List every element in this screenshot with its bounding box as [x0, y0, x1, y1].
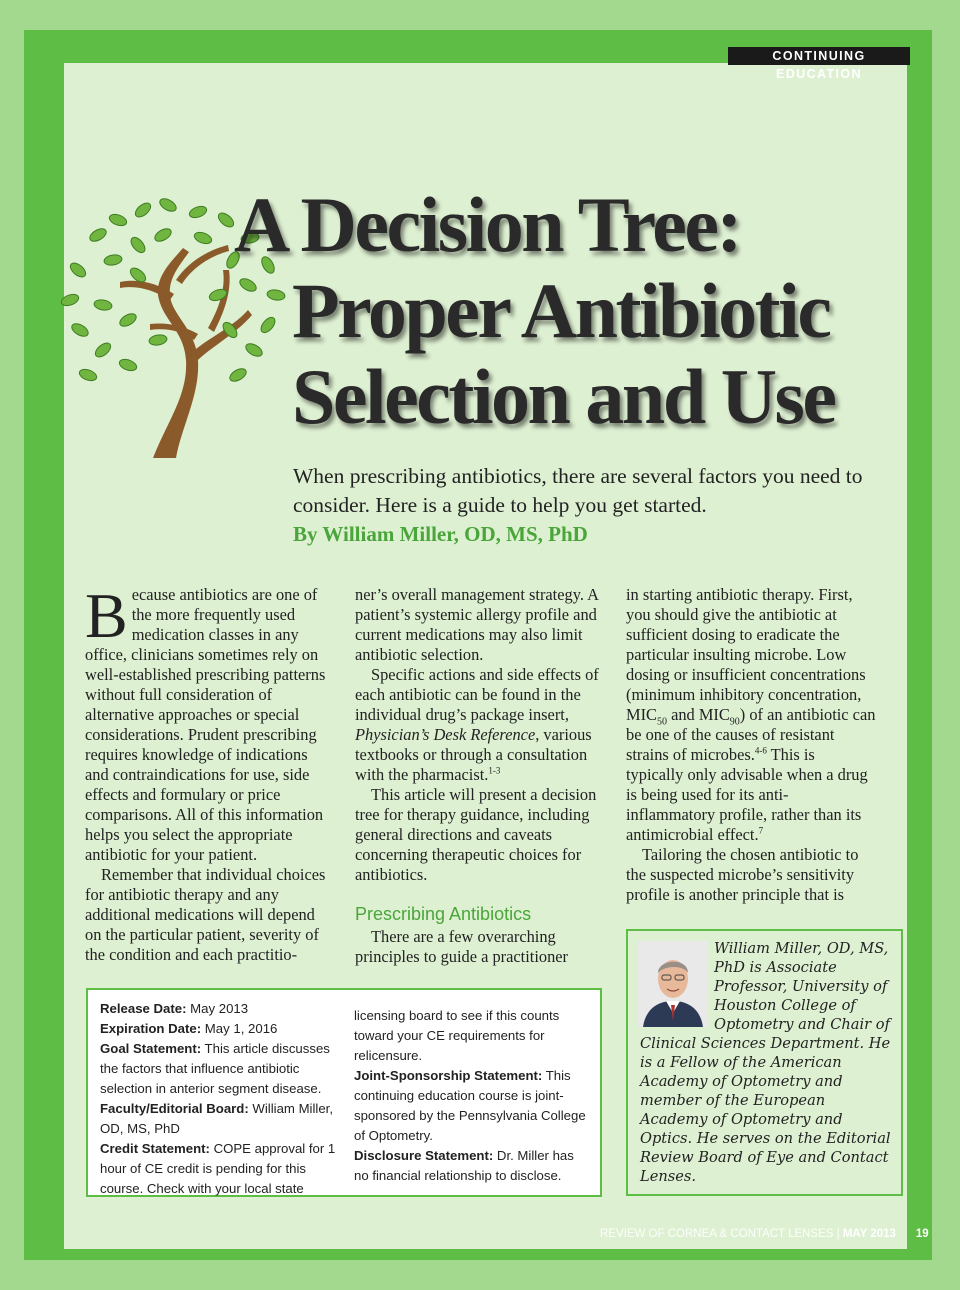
ce-info-column-1: Release Date: May 2013 Expiration Date: May 1, 2016 Goal Statement: This article discusses the factors that influence antibiotic selection in anterior segment disease. Faculty/Editorial Board: William Miller, OD, MS, PhD Credit Statement: COPE approval for 1 hour of CE credit is pending for this course. Check with your local state	[100, 1001, 336, 1196]
section-label: CONTINUING EDUCATION	[728, 47, 910, 65]
body-column-1	[85, 580, 330, 965]
drop-cap: B	[85, 580, 128, 651]
article-title	[234, 182, 835, 440]
book-title: Physician’s Desk Reference	[355, 725, 536, 744]
citation: 1-3	[488, 765, 501, 776]
article-byline: By William Miller, OD, MS, PhD	[293, 522, 588, 546]
issue-date: MAY 2013	[842, 1228, 896, 1240]
section-subhead: Prescribing Antibiotics	[355, 904, 532, 924]
author-bio-text: William Miller, OD, MS, PhD is Associate Professor, University of Houston College of Optometry and Chair of Clinical Sciences Department. He is a Fellow of the American Academy of Optometry and member of the European Academy of Optometry and Optics. He serves on the Editorial Review Board of Eye and Contact Lenses.	[640, 940, 891, 1185]
paragraph: Remember that individual choices for antibiotic therapy and any additional medications will depend on the particular patient, severity of the condition and each practitio-	[85, 865, 326, 964]
title-line-1: A Decision Tree:	[234, 181, 740, 268]
body-column-3	[626, 585, 876, 905]
paragraph: Specific actions and side effects of each antibiotic can be found in the individual drug’s package insert, Physician’s Desk Reference, various textbooks or through a consultation with the pharmacist.$^{1-3}$	[355, 665, 599, 784]
author-photo	[638, 941, 708, 1027]
paragraph: This article will present a decision tree for therapy guidance, including general directions and caveats concerning therapeutic choices for antibiotics.	[355, 785, 597, 884]
body-column-2	[355, 585, 605, 967]
citation: 4-6	[754, 745, 767, 756]
citation: 7	[758, 825, 764, 836]
paragraph: Because antibiotics are one of the more frequently used medication classes in any office, clinicians sometimes rely on well-established prescribing patterns without full consideration of alternative approaches or special considerations. Prudent prescribing requires knowledge of indications and contraindications for use, side effects and formulary or price comparisons. All of this information helps you select the appropriate antibiotic for your patient.	[85, 580, 326, 864]
paragraph: Tailoring the chosen antibiotic to the suspected microbe’s sensitivity profile is another principle that is	[626, 845, 859, 904]
ce-info-column-2: licensing board to see if this counts toward your CE requirements for relicensure. Joint-Sponsorship Statement: This continuing education course is joint-sponsored by the Pennsylvania College of Optometry. Disclosure Statement: Dr. Miller has no financial relationship to disclose.	[354, 1008, 586, 1183]
ce-info-box	[86, 988, 602, 1197]
article-deck: When prescribing antibiotics, there are several factors you need to consider. Here is a guide to help you get started.	[293, 464, 863, 517]
page-footer	[600, 1228, 929, 1240]
publication-name: REVIEW OF CORNEA & CONTACT LENSES |	[600, 1228, 843, 1240]
paragraph: There are a few overarching principles to guide a practitioner	[355, 927, 569, 966]
title-line-2: Proper Antibiotic	[292, 267, 830, 354]
paragraph: ner’s overall management strategy. A patient’s systemic allergy profile and current medications may also limit antibiotic selection.	[355, 585, 599, 664]
author-bio-box	[626, 929, 903, 1196]
paragraph: in starting antibiotic therapy. First, you should give the antibiotic at sufficient dosing to eradicate the particular insulting microbe. Low dosing or insufficient concentrations (minimum inhibitory concentration, $MIC_{50}$ and $MIC_{90}$) of an antibiotic can be one of the causes of resistant strains of microbes.$^{4-6}$ This is typically only advisable when a drug is being used for its anti-inflammatory profile, rather than its antimicrobial effect.$^7$	[626, 585, 876, 844]
title-line-3: Selection and Use	[292, 353, 835, 440]
page-number: 19	[915, 1228, 929, 1240]
